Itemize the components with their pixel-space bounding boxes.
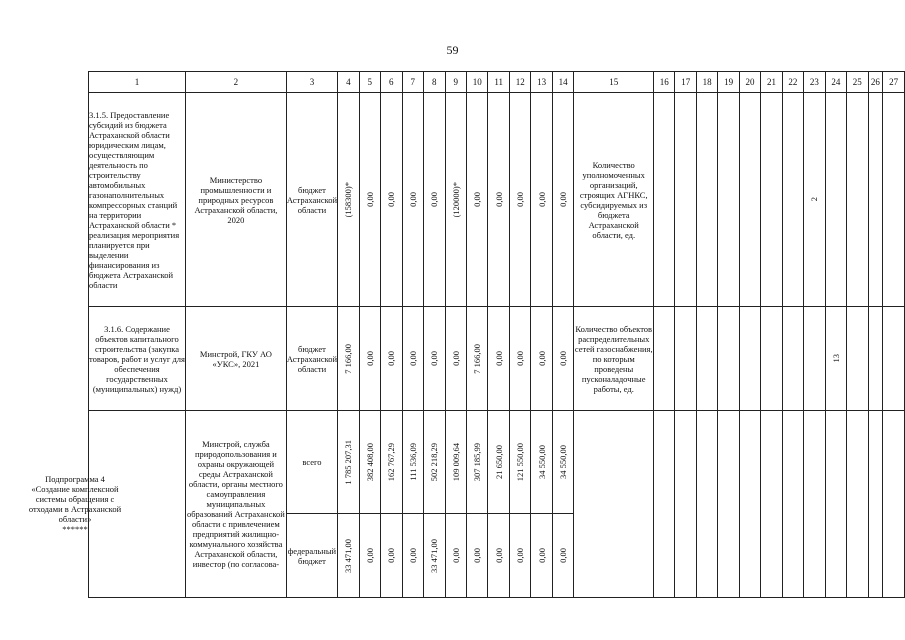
indicator-value-cell <box>825 411 846 598</box>
amount-value: 0,00 <box>407 192 418 207</box>
amount-cell <box>402 93 423 307</box>
amount-cell <box>531 307 552 411</box>
header-cell: 4 <box>338 72 359 93</box>
amount-value: 0,00 <box>536 548 547 563</box>
header-row <box>89 72 905 93</box>
amount-value: 0,00 <box>515 351 526 366</box>
amount-value: 0,00 <box>493 351 504 366</box>
indicator-value-cell <box>782 93 803 307</box>
amount-cell <box>509 307 530 411</box>
amount-cell <box>445 514 466 598</box>
amount-cell <box>359 411 380 514</box>
amount-cell <box>424 514 445 598</box>
header-cell: 14 <box>552 72 573 93</box>
amount-cell <box>488 307 509 411</box>
amount-value: 0,00 <box>472 548 483 563</box>
page-number: 59 <box>446 43 459 57</box>
header-cell: 17 <box>675 72 696 93</box>
indicator-value-cell <box>868 411 883 598</box>
indicator-value-cell <box>654 307 675 411</box>
amount-value: 0,00 <box>558 192 569 207</box>
amount-cell <box>338 93 359 307</box>
funding-source-cell: федеральный бюджет <box>286 514 337 598</box>
indicator-value-cell <box>761 93 782 307</box>
header-cell: 23 <box>804 72 825 93</box>
header-cell: 15 <box>574 72 654 93</box>
amount-value: 0,00 <box>536 351 547 366</box>
header-cell: 21 <box>761 72 782 93</box>
indicator-value-cell <box>761 307 782 411</box>
amount-cell <box>402 411 423 514</box>
amount-cell <box>338 514 359 598</box>
header-cell: 26 <box>868 72 883 93</box>
indicator-value-cell <box>868 307 883 411</box>
amount-value: 0,00 <box>515 192 526 207</box>
amount-value: 162 767,29 <box>386 442 397 482</box>
header-cell: 12 <box>509 72 530 93</box>
indicator-value-cell <box>718 93 739 307</box>
indicator-value-cell <box>868 93 883 307</box>
amount-value: 307 185,99 <box>472 442 483 482</box>
amount-value: 7 166,00 <box>343 343 354 374</box>
indicator-value-cell <box>718 411 739 598</box>
program-table <box>28 71 905 598</box>
funding-source-cell: всего <box>286 411 337 514</box>
header-cell: 9 <box>445 72 466 93</box>
indicator-value-cell <box>804 307 825 411</box>
amount-value: 1 785 207,31 <box>343 439 354 485</box>
table-row <box>89 411 905 514</box>
amount-cell <box>424 93 445 307</box>
amount-value: 0,00 <box>407 351 418 366</box>
header-cell: 27 <box>883 72 905 93</box>
amount-value: 0,00 <box>450 351 461 366</box>
indicator-value-cell <box>696 307 717 411</box>
measure-name-cell <box>89 307 186 411</box>
indicator-value-cell <box>883 411 905 598</box>
amount-value: 0,00 <box>472 192 483 207</box>
amount-cell <box>424 307 445 411</box>
header-cell: 10 <box>466 72 487 93</box>
amount-value: 0,00 <box>450 548 461 563</box>
header-cell: 16 <box>654 72 675 93</box>
indicator-value-cell <box>761 411 782 598</box>
indicator-value-cell <box>675 307 696 411</box>
amount-value: 0,00 <box>407 548 418 563</box>
amount-cell <box>445 93 466 307</box>
header-cell: 5 <box>359 72 380 93</box>
executor-cell: Минстрой, ГКУ АО «УКС», 2021 <box>186 307 287 411</box>
amount-cell <box>381 93 402 307</box>
indicator-value-cell <box>825 307 846 411</box>
amount-cell <box>359 514 380 598</box>
table-row <box>89 93 905 307</box>
amount-cell <box>552 514 573 598</box>
amount-value: 109 009,64 <box>450 442 461 482</box>
amount-value: 111 536,09 <box>407 443 418 481</box>
amount-cell <box>445 411 466 514</box>
amount-value: 0,00 <box>493 192 504 207</box>
subprogram-name: Подпрограмма 4 «Создание комплексной системы обращения с отходами в Астраханской области» <box>28 474 122 524</box>
amount-cell <box>488 514 509 598</box>
amount-cell <box>531 93 552 307</box>
indicator-value-cell <box>739 93 760 307</box>
executor-cell: Министерство промышленности и природных ресурсов Астраханской области, 2020 <box>186 93 287 307</box>
indicator-value-cell <box>825 93 846 307</box>
amount-cell <box>424 411 445 514</box>
indicator-cell <box>574 411 654 598</box>
amount-cell <box>552 307 573 411</box>
funding-source-cell: бюджет Астраханской области <box>286 307 337 411</box>
header-cell: 20 <box>739 72 760 93</box>
indicator-value-cell <box>804 93 825 307</box>
header-cell: 19 <box>718 72 739 93</box>
indicator-value-cell <box>883 307 905 411</box>
subprogram-mark: ****** <box>62 524 88 534</box>
amount-value: 0,00 <box>429 192 440 207</box>
amount-cell <box>466 514 487 598</box>
header-cell: 13 <box>531 72 552 93</box>
indicator-value-cell <box>782 411 803 598</box>
amount-value: 34 550,00 <box>536 445 547 479</box>
amount-value: 0,00 <box>386 548 397 563</box>
amount-value: (120000)* <box>450 181 461 218</box>
amount-cell <box>509 93 530 307</box>
header-cell: 18 <box>696 72 717 93</box>
amount-value: 0,00 <box>493 548 504 563</box>
header-cell: 24 <box>825 72 846 93</box>
header-cell: 2 <box>186 72 287 93</box>
amount-value: 21 650,00 <box>493 445 504 479</box>
indicator-cell: Количество уполномоченных организаций, строящих АГНКС, субсидируемых из бюджета Астраханской области, ед. <box>574 93 654 307</box>
amount-cell <box>509 411 530 514</box>
amount-value: 34 550,00 <box>558 445 569 479</box>
indicator-value-cell <box>847 307 868 411</box>
measure-name: 3.1.6. Содержание объектов капитального строительства (закупка товаров, работ и услуг для обеспечения государственных (муниципальных) нужд) <box>89 323 185 394</box>
header-cell: 7 <box>402 72 423 93</box>
amount-cell <box>338 307 359 411</box>
amount-cell <box>402 514 423 598</box>
amount-cell <box>359 307 380 411</box>
amount-value: 0,00 <box>386 192 397 207</box>
amount-value: 7 166,00 <box>472 343 483 374</box>
indicator-value-cell <box>654 411 675 598</box>
table-row <box>89 307 905 411</box>
amount-value: 0,00 <box>429 351 440 366</box>
amount-value: 33 471,00 <box>343 538 354 573</box>
amount-value: 382 408,00 <box>364 442 375 482</box>
indicator-value: 13 <box>830 354 841 363</box>
indicator-value-cell <box>654 93 675 307</box>
amount-cell <box>488 93 509 307</box>
header-cell: 8 <box>424 72 445 93</box>
header-cell: 22 <box>782 72 803 93</box>
header-cell: 1 <box>89 72 186 93</box>
indicator-value-cell <box>675 411 696 598</box>
amount-cell <box>531 411 552 514</box>
amount-cell <box>552 411 573 514</box>
header-cell: 3 <box>286 72 337 93</box>
amount-value: 0,00 <box>364 548 375 563</box>
indicator-value-cell <box>675 93 696 307</box>
indicator-value-cell <box>804 411 825 598</box>
indicator-value-cell <box>847 93 868 307</box>
header-cell: 25 <box>847 72 868 93</box>
indicator-value-cell <box>782 307 803 411</box>
amount-cell <box>466 307 487 411</box>
measure-name: 3.1.5. Предоставление субсидий из бюджета Астраханской области юридическим лицам, осуществляющим деятельность по строительству автомобильных газонаполнительных компрессорных станций на территории Астраханской области * реализация мероприятия планируется при выделении финансирования из бюджета Астраханской области <box>89 109 180 290</box>
amount-cell <box>466 93 487 307</box>
indicator-value-cell <box>696 93 717 307</box>
amount-value: 121 550,00 <box>515 442 526 482</box>
amount-value: 0,00 <box>515 548 526 563</box>
indicator-value: 2 <box>809 197 820 202</box>
amount-value: 0,00 <box>364 351 375 366</box>
amount-cell <box>338 411 359 514</box>
amount-value: 0,00 <box>558 351 569 366</box>
amount-cell <box>552 93 573 307</box>
amount-value: 0,00 <box>536 192 547 207</box>
measure-name-cell <box>89 93 186 307</box>
amount-value: 502 218,29 <box>429 442 440 482</box>
amount-cell <box>381 307 402 411</box>
amount-cell <box>531 514 552 598</box>
amount-cell <box>466 411 487 514</box>
funding-source-cell: бюджет Астраханской области <box>286 93 337 307</box>
indicator-value-cell <box>883 93 905 307</box>
amount-value: 33 471,00 <box>429 538 440 573</box>
amount-value: 0,00 <box>558 548 569 563</box>
amount-cell <box>359 93 380 307</box>
indicator-value-cell <box>696 411 717 598</box>
amount-cell <box>445 307 466 411</box>
header-cell: 6 <box>381 72 402 93</box>
indicator-value-cell <box>718 307 739 411</box>
amount-value: 0,00 <box>364 192 375 207</box>
amount-cell <box>402 307 423 411</box>
amount-cell <box>488 411 509 514</box>
amount-value: (158300)* <box>343 181 354 218</box>
indicator-value-cell <box>739 411 760 598</box>
indicator-value-cell <box>739 307 760 411</box>
indicator-cell: Количество объектов распределительных сетей газоснабжения, по которым проведены пусконаладочные работы, ед. <box>574 307 654 411</box>
subprogram-cell <box>28 411 186 598</box>
amount-cell <box>381 514 402 598</box>
amount-cell <box>509 514 530 598</box>
indicator-value-cell <box>847 411 868 598</box>
header-cell: 11 <box>488 72 509 93</box>
amount-value: 0,00 <box>386 351 397 366</box>
amount-cell <box>381 411 402 514</box>
executor-cell: Минстрой, служба природопользования и охраны окружающей среды Астраханской области, органы местного самоуправления муниципальных образований Астраханской области с привлечением предприятий жилищно-коммунального хозяйства Астраханской области, инвестор (по согласова- <box>186 411 287 598</box>
